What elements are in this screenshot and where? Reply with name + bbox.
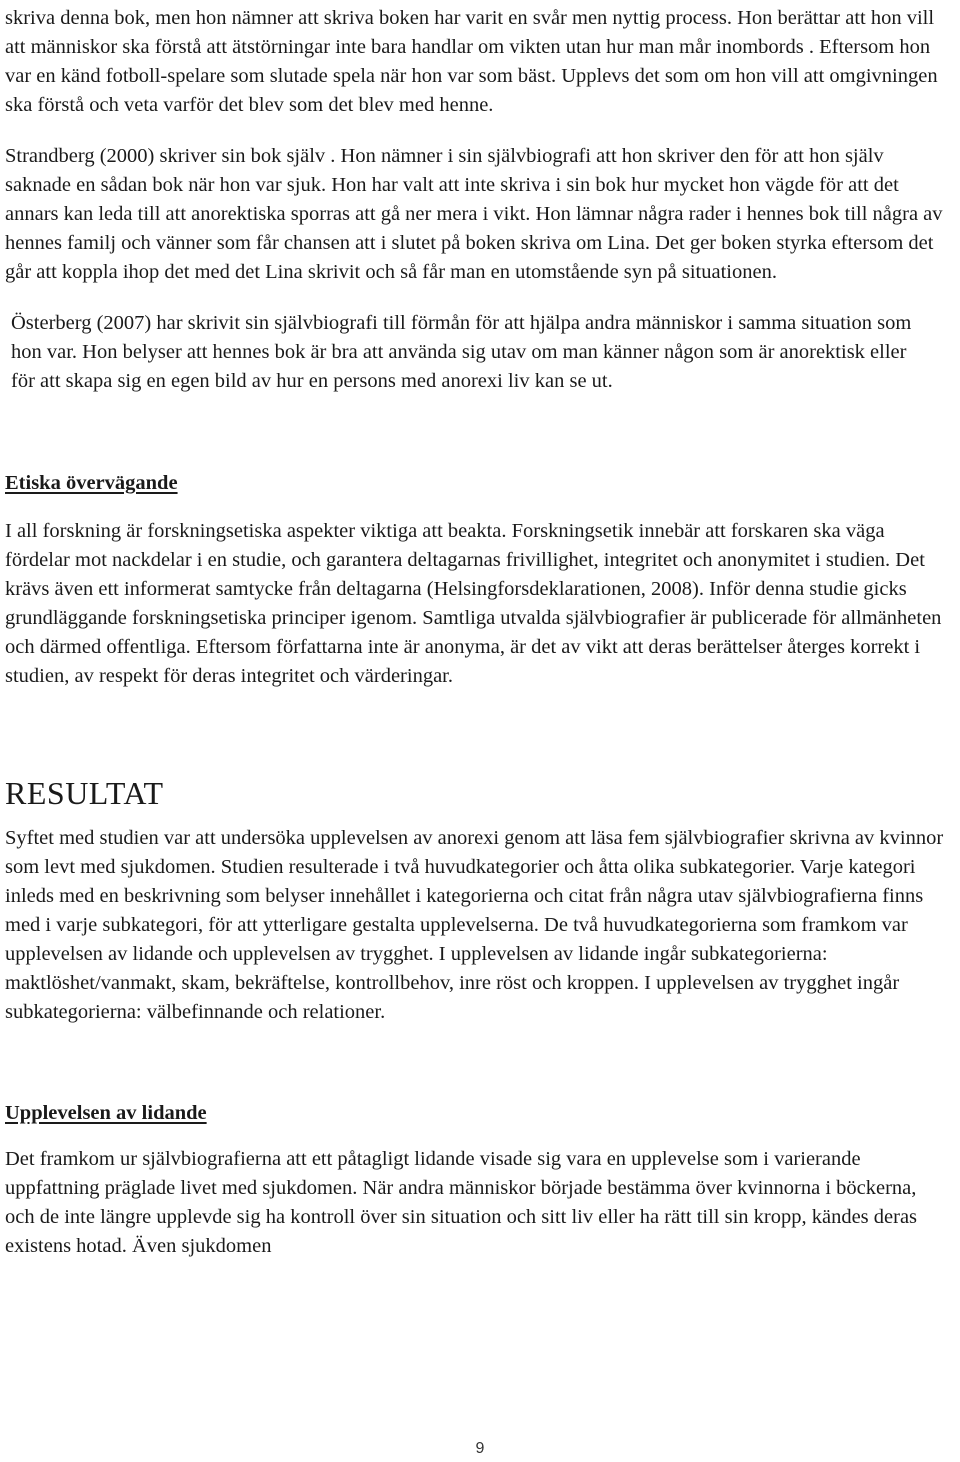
heading-suffering: Upplevelsen av lidande [5, 1102, 207, 1124]
heading-ethics: Etiska övervägande [5, 472, 178, 494]
paragraph-osterberg: Österberg (2007) har skrivit sin självbiografi till förmån för att hjälpa andra människor i samma situation som hon var. Hon belyser att hennes bok är bra att använda sig utav om man känner någon som är anorektisk eller för att skapa sig en egen bild av hur en persons med anorexi liv kan se ut. [11, 312, 912, 392]
page-number: 9 [475, 1440, 485, 1457]
paragraph-ethics: I all forskning är forskningsetiska aspekter viktiga att beakta. Forskningsetik innebär att forskaren ska väga fördelar mot nackdelar i en studie, och garantera deltagarnas frivillighet, integritet och anonymitet i studien. Det krävs även ett informerat samtycke från deltagarna (Helsingforsdeklarationen, 2008). Inför denna studie gicks grundläggande forskningsetiska principer igenom. Samtliga utvalda självbiografier är publicerade för allmänheten och därmed offentliga. Eftersom författarna inte är anonyma, är det av vikt att deras berättelser återges korrekt i studien, av respekt för deras integritet och värderingar. [5, 520, 942, 687]
paragraph-strandberg: Strandberg (2000) skriver sin bok själv . Hon nämner i sin självbiografi att hon skriver den för att hon själv saknade en sådan bok när hon var sjuk. Hon har valt att inte skriva i sin bok hur mycket hon vägde för att det annars kan leda till att anorektiska sporras att gå ner mera i vikt. Hon lämnar några rader i hennes bok till några av hennes familj och vänner som får chansen att i slutet på boken skriva om Lina. Det ger boken styrka eftersom det går att koppla ihop det med det Lina skrivit och så får man en utomstående syn på situationen. [5, 145, 943, 283]
heading-result: RESULTAT [5, 775, 164, 811]
paragraph-intro: skriva denna bok, men hon nämner att skriva boken har varit en svår men nyttig process. Hon berättar att hon vill att människor ska förstå att ätstörningar inte bara handlar om vikten utan hur man mår inombords . Eftersom hon var en känd fotboll-spelare som slutade spela när hon var som bäst. Upplevs det som om hon vill att omgivningen ska förstå och veta varför det blev som det blev med henne. [5, 7, 938, 116]
paragraph-suffering: Det framkom ur självbiografierna att ett påtagligt lidande visade sig vara en upplevelse som i varierande uppfattning präglade livet med sjukdomen. När andra människor började bestämma över kvinnorna i böckerna, och de inte längre upplevde sig ha kontroll över sin situation och sitt liv eller ha rätt till sin kropp, kändes deras existens hotad. Även sjukdomen [5, 1148, 918, 1257]
document-page [5, 0, 955, 1261]
paragraph-result: Syftet med studien var att undersöka upplevelsen av anorexi genom att läsa fem självbiografier skrivna av kvinnor som levt med sjukdomen. Studien resulterade i två huvudkategorier och åtta olika subkategorier. Varje kategori inleds med en beskrivning som belyser innehållet i kategorierna och citat från några utav självbiografierna finns med i varje subkategori, för att ytterligare gestalta upplevelserna. De två huvudkategorierna som framkom var upplevelsen av lidande och upplevelsen av trygghet. I upplevelsen av lidande ingår subkategorierna: maktlöshet/vanmakt, skam, bekräftelse, kontrollbehov, inre röst och kroppen. I upplevelsen av trygghet ingår subkategorierna: välbefinnande och relationer. [5, 827, 944, 1023]
